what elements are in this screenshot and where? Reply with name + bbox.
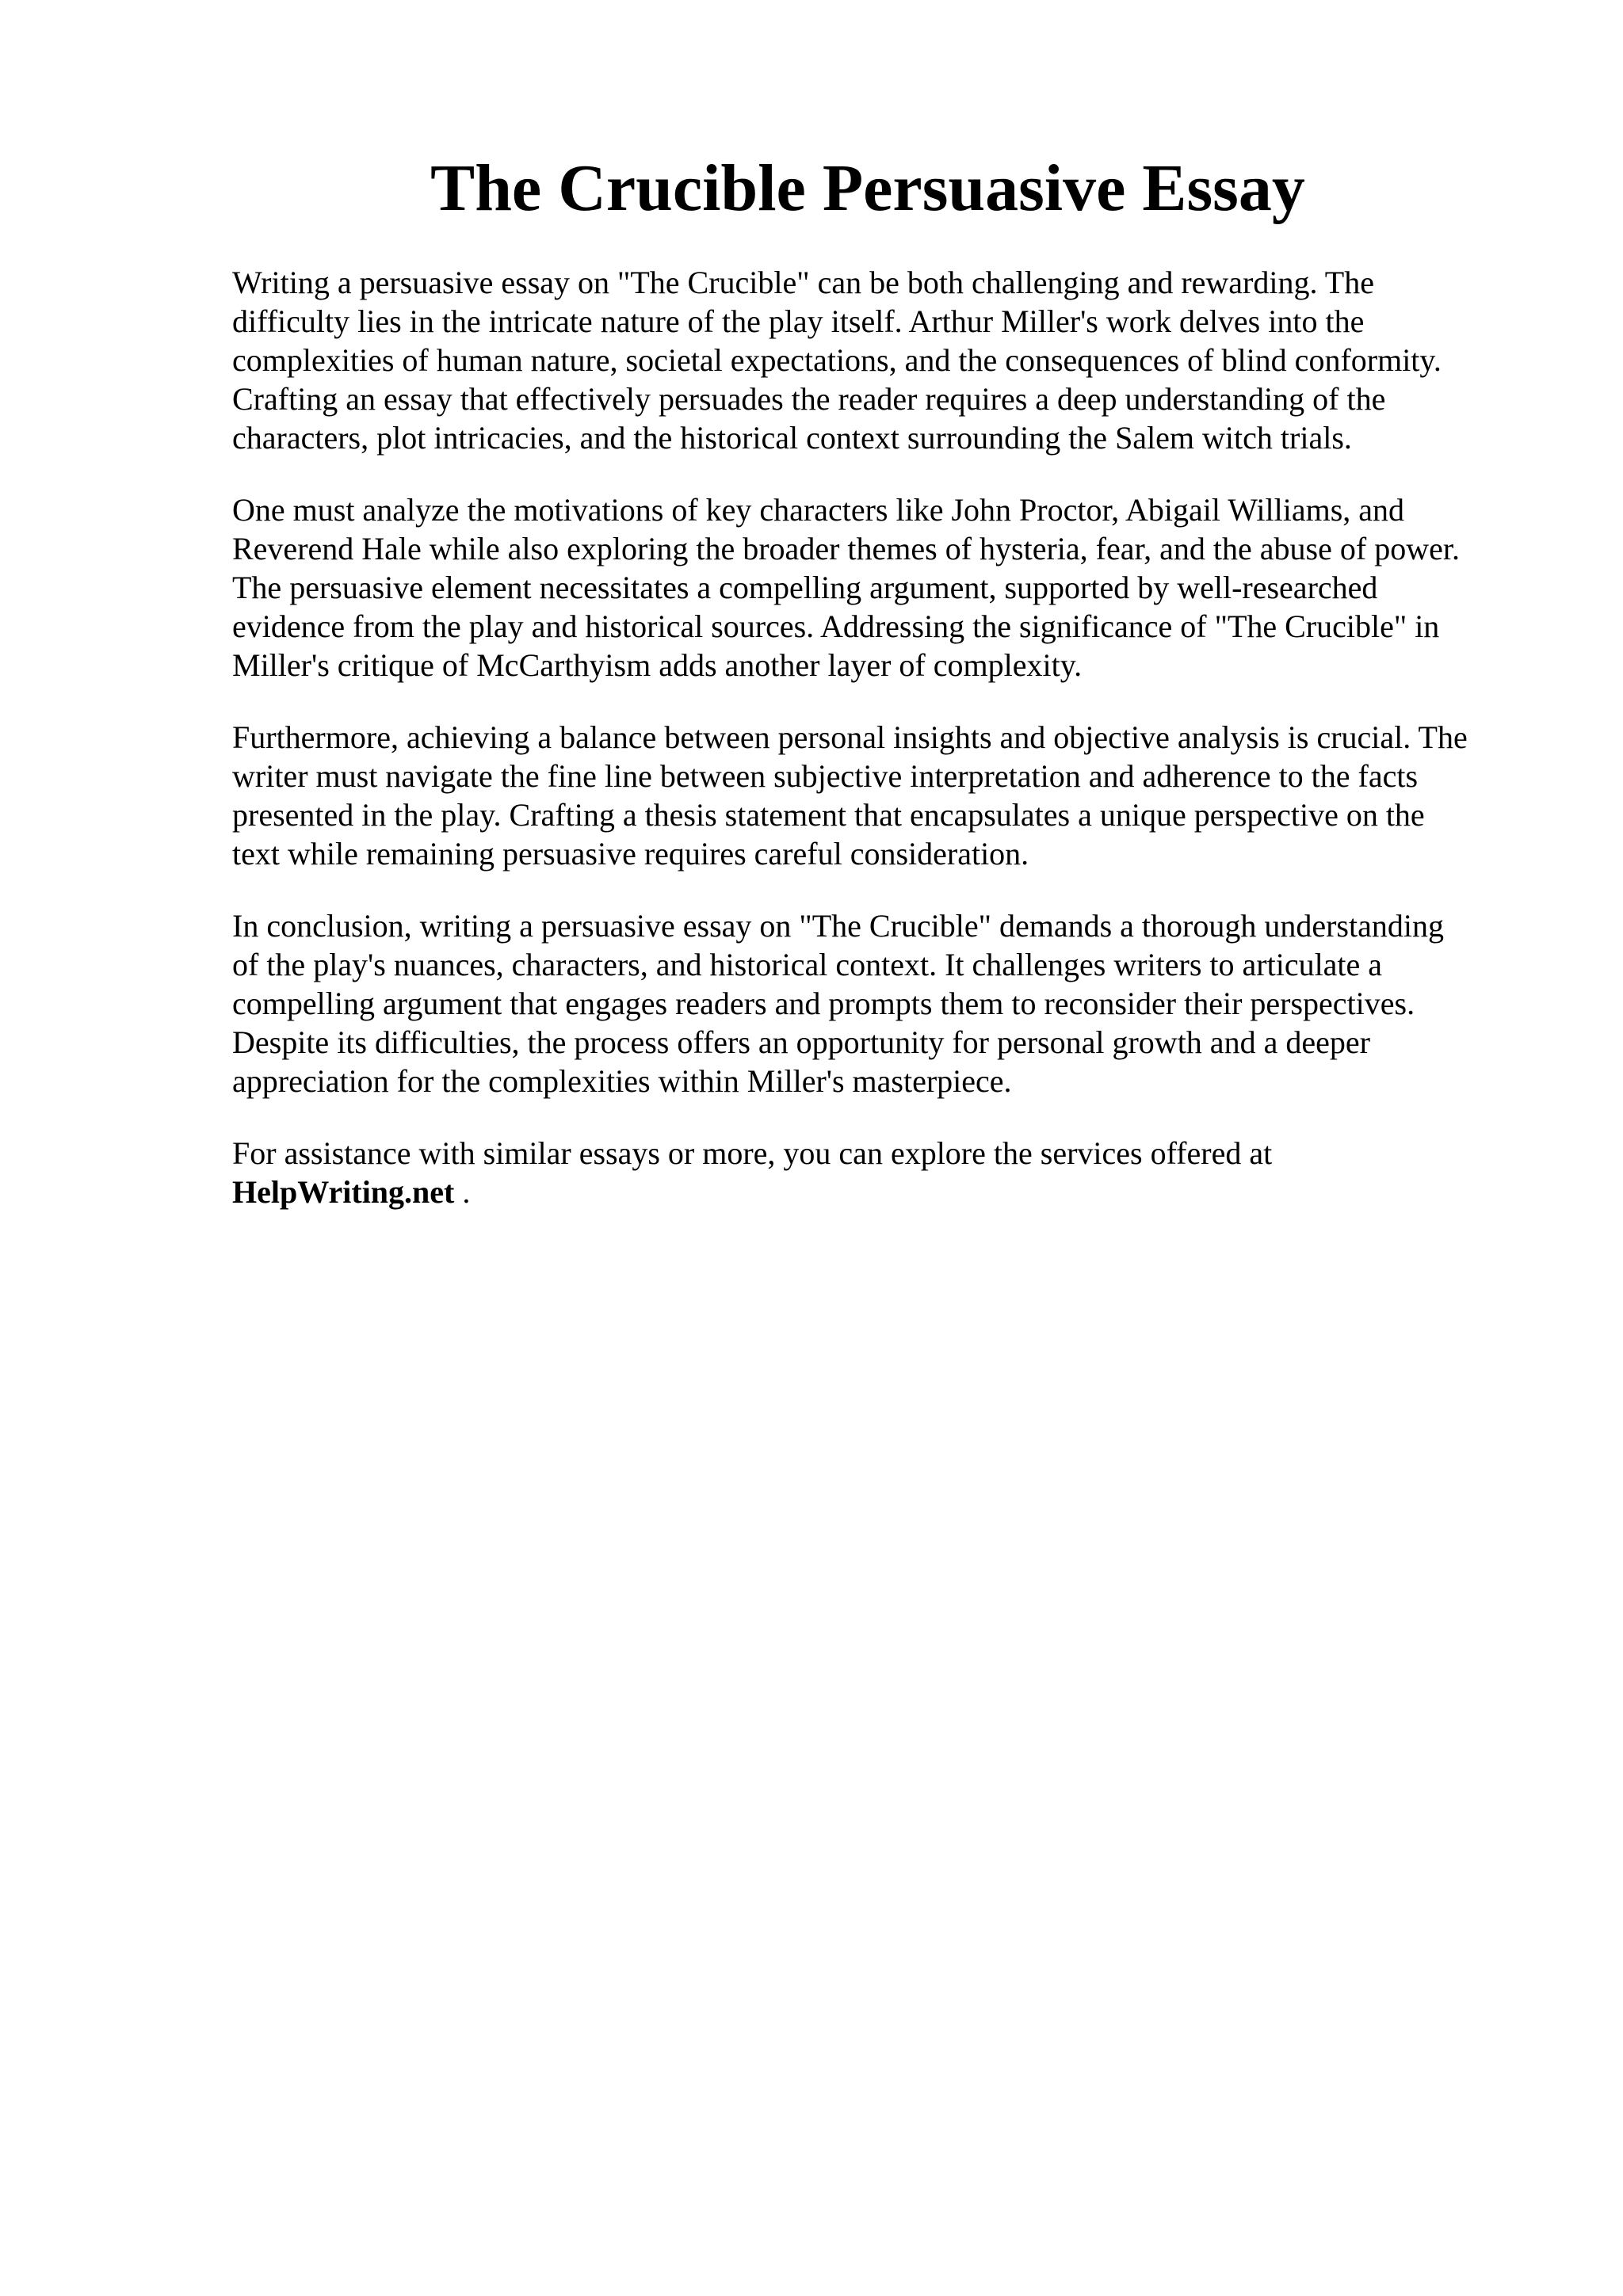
paragraph-line: compelling argument that engages readers and prompts them to reconsider their perspectives. <box>232 986 1415 1021</box>
paragraph-line: In conclusion, writing a persuasive essay on "The Crucible" demands a thorough understanding <box>232 908 1444 944</box>
helpwriting-link[interactable]: HelpWriting.net <box>232 1174 455 1210</box>
closing-paragraph <box>232 1134 1532 1211</box>
paragraph-line: Miller's critique of McCarthyism adds another layer of complexity. <box>232 647 1083 683</box>
closing-link-line <box>232 1173 1532 1211</box>
paragraph-line: Furthermore, achieving a balance between personal insights and objective analysis is crucial. The <box>232 719 1468 755</box>
document-body <box>232 263 1532 1245</box>
paragraph-2 <box>232 490 1532 685</box>
closing-line: For assistance with similar essays or more, you can explore the services offered at <box>232 1135 1273 1171</box>
paragraph-line: Crafting an essay that effectively persuades the reader requires a deep understanding of the <box>232 381 1386 417</box>
paragraph-4 <box>232 906 1532 1100</box>
paragraph-line: complexities of human nature, societal expectations, and the consequences of blind conformity. <box>232 342 1442 378</box>
paragraph-line: presented in the play. Crafting a thesis statement that encapsulates a unique perspective on the <box>232 797 1425 833</box>
document-title: The Crucible Persuasive Essay <box>430 151 1305 225</box>
paragraph-3 <box>232 718 1532 873</box>
paragraph-line: of the play's nuances, characters, and historical context. It challenges writers to articulate a <box>232 947 1383 982</box>
paragraph-line: Despite its difficulties, the process offers an opportunity for personal growth and a deeper <box>232 1024 1370 1060</box>
closing-period: . <box>462 1174 471 1210</box>
paragraph-line: The persuasive element necessitates a compelling argument, supported by well-researched <box>232 570 1378 605</box>
paragraph-line: Reverend Hale while also exploring the broader themes of hysteria, fear, and the abuse of power. <box>232 531 1460 566</box>
paragraph-line: appreciation for the complexities within Miller's masterpiece. <box>232 1063 1012 1099</box>
paragraph-line: writer must navigate the fine line between subjective interpretation and adherence to the facts <box>232 758 1419 794</box>
paragraph-line: difficulty lies in the intricate nature of the play itself. Arthur Miller's work delves into the <box>232 303 1365 339</box>
paragraph-line: Writing a persuasive essay on "The Crucible" can be both challenging and rewarding. The <box>232 265 1374 300</box>
paragraph-1 <box>232 263 1532 457</box>
paragraph-line: characters, plot intricacies, and the historical context surrounding the Salem witch trials. <box>232 420 1352 456</box>
paragraph-line: One must analyze the motivations of key characters like John Proctor, Abigail Williams, and <box>232 492 1405 528</box>
paragraph-line: text while remaining persuasive requires careful consideration. <box>232 836 1029 871</box>
paragraph-line: evidence from the play and historical sources. Addressing the significance of "The Crucible" in <box>232 608 1440 644</box>
